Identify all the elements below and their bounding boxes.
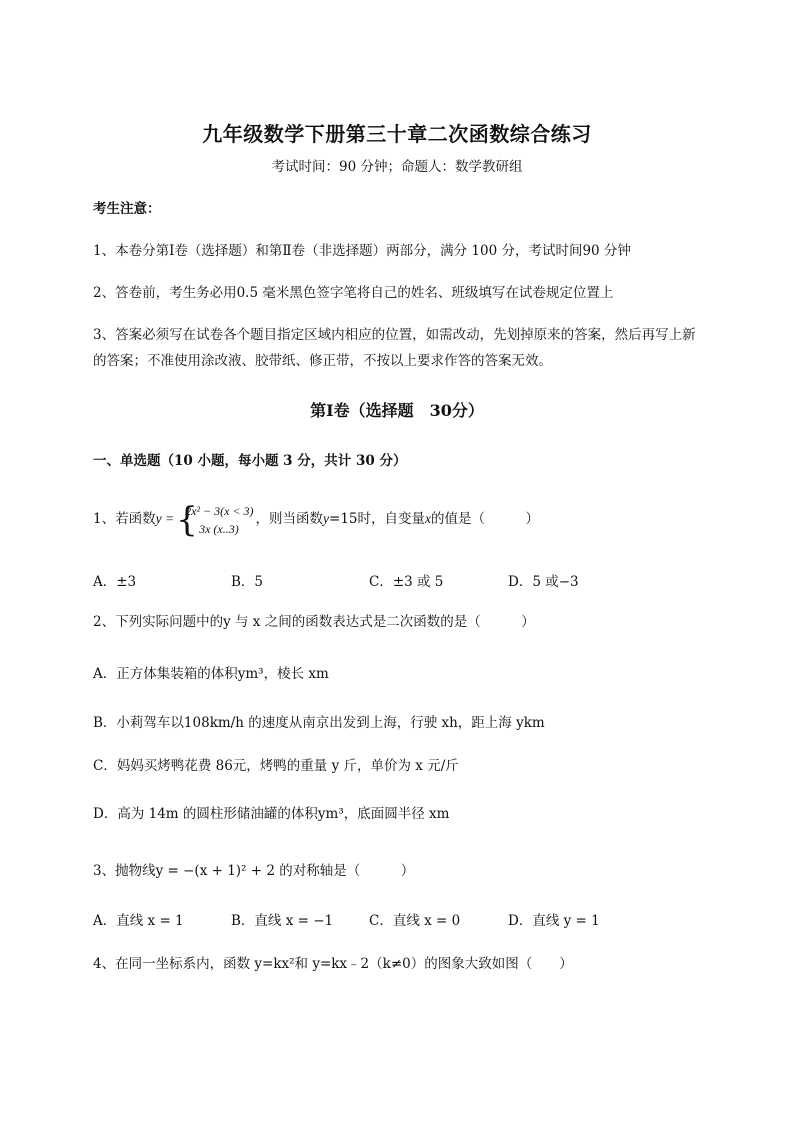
q3-option-b: B．直线 x = −1 <box>231 913 334 929</box>
q1-case-2: 3x (x..3) <box>199 521 239 536</box>
q1-option-b: B．5 <box>231 574 264 590</box>
q3-option-c: C．直线 x = 0 <box>369 913 461 929</box>
q2-option-d: D．高为 14m 的圆柱形储油罐的体积ym³，底面圆半径 xm <box>93 806 450 822</box>
q1-x-var: x <box>425 511 432 526</box>
q3-option-a: A．直线 x = 1 <box>93 913 184 929</box>
q1-y-var: y <box>323 511 330 526</box>
q2-option-a: A．正方体集装箱的体积ym³，棱长 xm <box>93 666 329 682</box>
q2-option-c: C．妈妈买烤鸭花费 86元，烤鸭的重量 y 斤，单价为 x 元/斤 <box>93 758 459 774</box>
q2-option-b: B．小莉驾车以108km/h 的速度从南京出发到上海，行驶 xh，距上海 ykm <box>93 715 545 731</box>
q1-option-c: C．±3 或 5 <box>369 574 444 590</box>
note-item-3-cont: 的答案；不准使用涂改液、胶带纸、修正带，不按以上要求作答的答案无效。 <box>93 353 552 369</box>
question-3-stem: 3、抛物线y = −(x + 1)² + 2 的对称轴是（ ） <box>93 863 415 879</box>
part-heading: 一、单选题（10 小题，每小题 3 分，共计 30 分） <box>93 453 407 469</box>
brace-icon: { <box>176 499 198 540</box>
exam-subtitle: 考试时间：90 分钟；命题人：数学教研组 <box>271 159 523 175</box>
note-item-2: 2、答卷前，考生务必用0.5 毫米黑色签字笔将自己的姓名、班级填写在试卷规定位置上 <box>93 285 614 301</box>
q1-option-d: D．5 或−3 <box>508 574 579 590</box>
q1-piecewise <box>176 499 254 540</box>
question-4-stem: 4、在同一坐标系内，函数 y=kx²和 y=kx﹣2（k≠0）的图象大致如图（ ） <box>93 956 573 972</box>
q3-option-d: D．直线 y = 1 <box>508 913 600 929</box>
question-1-stem <box>93 499 539 539</box>
notes-heading: 考生注意： <box>93 201 161 217</box>
section-title: 第Ⅰ卷（选择题 30分） <box>310 401 484 420</box>
q1-end: 的值是（ ） <box>431 511 540 527</box>
note-item-3: 3、答案必须写在试卷各个题目指定区域内相应的位置，如需改动，先划掉原来的答案，然后再写上新 <box>93 327 696 343</box>
q1-option-a: A．±3 <box>93 574 137 590</box>
q1-suffix: ，则当函数 <box>255 511 324 527</box>
question-2-stem: 2、下列实际问题中的y 与 x 之间的函数表达式是二次函数的是（ ） <box>93 614 535 630</box>
q1-prefix: 1、若函数 <box>93 511 156 527</box>
q1-lhs: y = <box>155 511 175 526</box>
page-title: 九年级数学下册第三十章二次函数综合练习 <box>202 122 592 146</box>
q1-case-1: 2x² − 3(x < 3) <box>185 503 254 518</box>
q1-condition: =15时，自变量 <box>329 511 426 527</box>
note-item-1: 1、本卷分第Ⅰ卷（选择题）和第Ⅱ卷（非选择题）两部分，满分 100 分，考试时间90 分钟 <box>93 243 631 259</box>
